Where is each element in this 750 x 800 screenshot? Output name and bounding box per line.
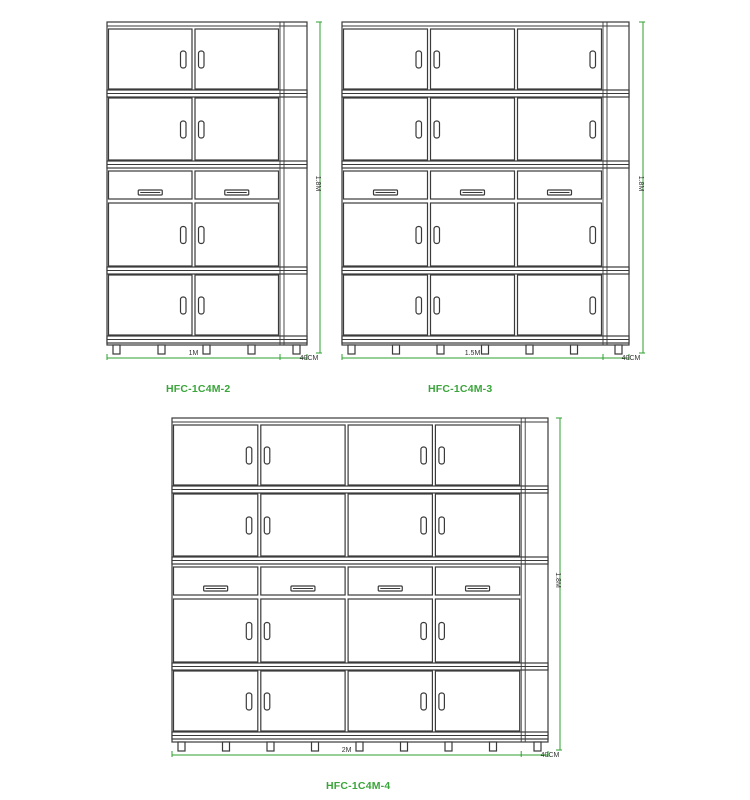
door-handle [264, 623, 270, 640]
door-handle [416, 121, 422, 138]
cabinet-foot [445, 742, 452, 751]
door-handle [199, 51, 205, 68]
door-handle [181, 227, 187, 244]
cabinet-hfc-1c4m-4 [172, 418, 562, 759]
cabinet-foot [401, 742, 408, 751]
door-handle [181, 121, 187, 138]
cabinet-foot [223, 742, 230, 751]
door-handle [246, 517, 252, 534]
door-panel [174, 599, 258, 662]
door-panel [348, 671, 432, 731]
door-handle [434, 227, 440, 244]
door-panel [435, 671, 519, 731]
door-panel [261, 599, 345, 662]
door-panel [261, 494, 345, 556]
door-panel [261, 425, 345, 485]
cabinet-foot [526, 345, 533, 354]
door-panel [174, 425, 258, 485]
door-handle [181, 297, 187, 314]
door-handle [421, 447, 427, 464]
door-panel [431, 275, 515, 335]
door-panel [435, 599, 519, 662]
door-panel [435, 425, 519, 485]
door-panel [174, 671, 258, 731]
door-panel [109, 98, 193, 160]
door-handle [421, 517, 427, 534]
door-handle [439, 447, 445, 464]
cabinet-foot [248, 345, 255, 354]
door-handle [416, 227, 422, 244]
model-label-hfc-1c4m-2: HFC-1C4M-2 [166, 383, 231, 395]
cabinet-foot [571, 345, 578, 354]
door-panel [431, 29, 515, 89]
door-panel [518, 203, 602, 266]
width-dimension-label: 1M [188, 350, 199, 357]
door-handle [434, 51, 440, 68]
door-handle [199, 297, 205, 314]
door-panel [431, 203, 515, 266]
width-dimension-label: 2M [341, 747, 352, 754]
cabinet-foot [393, 345, 400, 354]
door-handle [264, 693, 270, 710]
door-panel [109, 203, 193, 266]
door-handle [421, 623, 427, 640]
door-handle [590, 227, 596, 244]
height-dimension-label: 1.8M [314, 175, 321, 192]
cabinet-foot [267, 742, 274, 751]
door-panel [344, 203, 428, 266]
cabinet-hfc-1c4m-3 [342, 22, 645, 362]
door-handle [416, 51, 422, 68]
door-handle [590, 51, 596, 68]
cabinet-foot [615, 345, 622, 354]
cabinet-foot [312, 742, 319, 751]
door-handle [416, 297, 422, 314]
depth-dimension-label: 40CM [540, 752, 560, 759]
door-handle [181, 51, 187, 68]
door-handle [439, 517, 445, 534]
door-panel [344, 275, 428, 335]
door-handle [199, 121, 205, 138]
door-handle [590, 297, 596, 314]
cabinet-foot [348, 345, 355, 354]
door-panel [344, 29, 428, 89]
door-panel [174, 494, 258, 556]
door-panel [518, 275, 602, 335]
door-handle [421, 693, 427, 710]
cabinet-foot [178, 742, 185, 751]
door-handle [439, 623, 445, 640]
door-handle [439, 693, 445, 710]
height-dimension-label: 1.8M [637, 175, 644, 192]
cabinet-hfc-1c4m-2 [107, 22, 322, 362]
door-handle [434, 297, 440, 314]
door-handle [246, 447, 252, 464]
door-panel [261, 671, 345, 731]
door-panel [195, 275, 279, 335]
width-dimension-label: 1.5M [464, 350, 481, 357]
door-panel [348, 425, 432, 485]
cabinet-foot [356, 742, 363, 751]
door-panel [195, 203, 279, 266]
door-panel [431, 98, 515, 160]
door-panel [109, 275, 193, 335]
door-panel [195, 29, 279, 89]
cabinet-foot [437, 345, 444, 354]
door-handle [264, 447, 270, 464]
door-panel [518, 98, 602, 160]
door-panel [109, 29, 193, 89]
cabinet-foot [113, 345, 120, 354]
cabinet-foot [490, 742, 497, 751]
cabinet-foot [158, 345, 165, 354]
door-handle [246, 693, 252, 710]
door-panel [195, 98, 279, 160]
model-label-hfc-1c4m-3: HFC-1C4M-3 [428, 383, 493, 395]
door-handle [434, 121, 440, 138]
door-panel [435, 494, 519, 556]
model-label-hfc-1c4m-4: HFC-1C4M-4 [326, 780, 391, 792]
cabinet-foot [293, 345, 300, 354]
door-handle [246, 623, 252, 640]
door-panel [348, 494, 432, 556]
door-panel [344, 98, 428, 160]
door-panel [518, 29, 602, 89]
depth-dimension-label: 40CM [621, 355, 641, 362]
door-handle [264, 517, 270, 534]
depth-dimension-label: 40CM [299, 355, 319, 362]
door-handle [199, 227, 205, 244]
cabinet-foot [482, 345, 489, 354]
door-handle [590, 121, 596, 138]
cabinet-foot [534, 742, 541, 751]
door-panel [348, 599, 432, 662]
height-dimension-label: 1.8M [554, 572, 561, 588]
cabinet-foot [203, 345, 210, 354]
